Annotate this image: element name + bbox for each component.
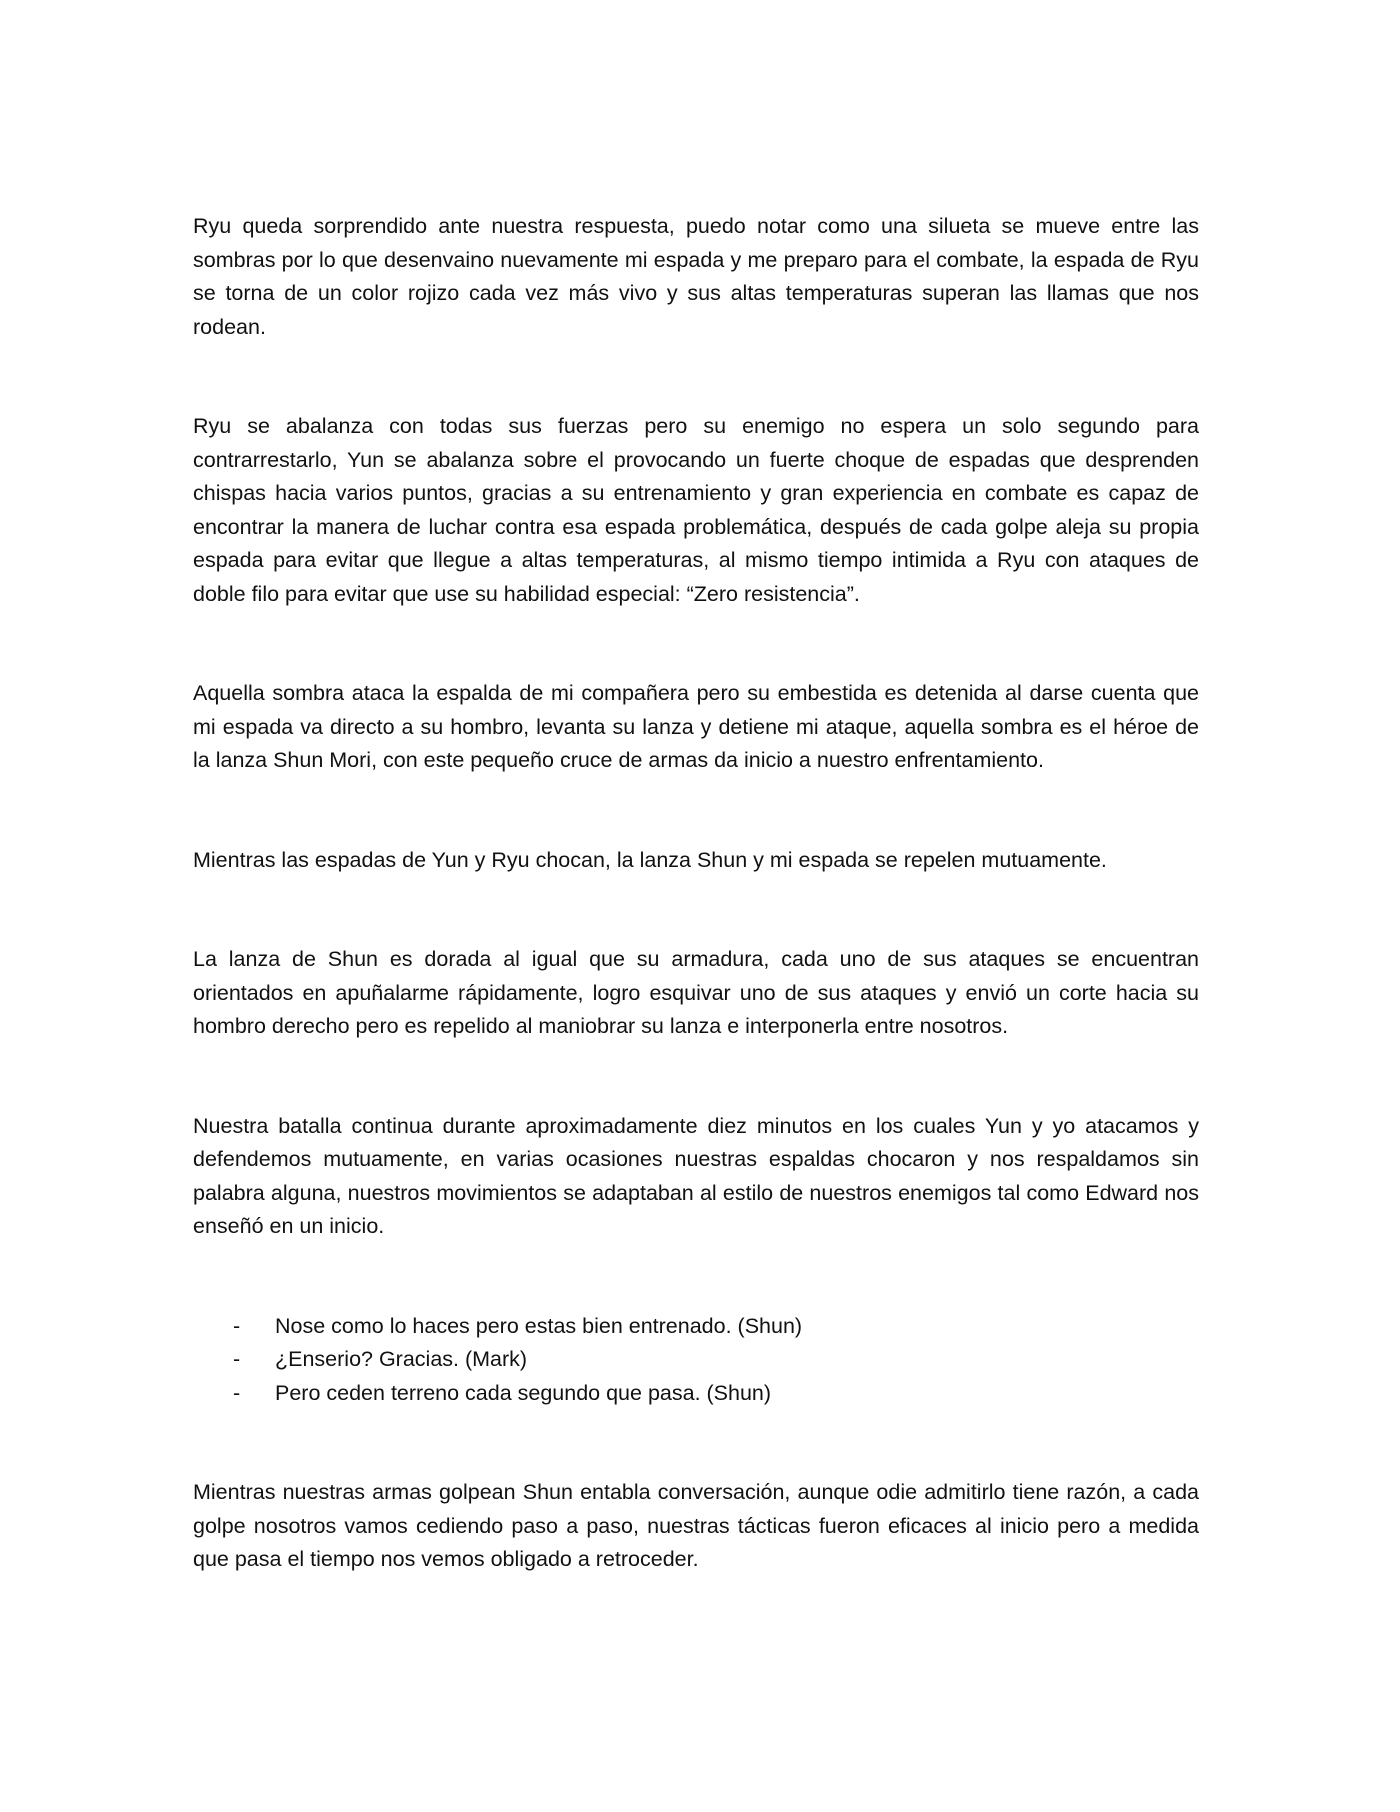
dialogue-dash: -: [233, 1313, 241, 1338]
paragraph-5: La lanza de Shun es dorada al igual que su armadura, cada uno de sus ataques se encuentran orientados en apuñalarme rápidamente, logro esquivar uno de sus ataques y envió un corte hacia su hombro derecho pero es repelido al maniobrar su lanza e interponerla entre nosotros.: [193, 947, 1199, 1038]
paragraph-4: Mientras las espadas de Yun y Ryu chocan, la lanza Shun y mi espada se repelen mutuamente.: [193, 847, 1107, 872]
dialogue-line: [193, 1310, 1199, 1344]
paragraph-7: Mientras nuestras armas golpean Shun entabla conversación, aunque odie admitirlo tiene razón, a cada golpe nosotros vamos cediendo paso a paso, nuestras tácticas fueron eficaces al inicio pero a medida que pasa el tiempo nos vemos obligado a retroceder.: [193, 1480, 1199, 1571]
dialogue-text: Nose como lo haces pero estas bien entrenado. (Shun): [275, 1313, 803, 1338]
paragraph-6: Nuestra batalla continua durante aproximadamente diez minutos en los cuales Yun y yo atacamos y defendemos mutuamente, en varias ocasiones nuestras espaldas chocaron y nos respaldamos sin palabra alguna, nuestros movimientos se adaptaban al estilo de nuestros enemigos tal como Edward nos enseñó en un inicio.: [193, 1113, 1199, 1238]
dialogue-dash: -: [233, 1380, 241, 1405]
document-page: [193, 210, 1199, 1577]
dialogue-line: [193, 1343, 1199, 1377]
dialogue-text: ¿Enserio? Gracias. (Mark): [275, 1347, 528, 1371]
dialogue-dash: -: [233, 1347, 241, 1371]
dialogue-list: [193, 1310, 1199, 1411]
paragraph-3: Aquella sombra ataca la espalda de mi compañera pero su embestida es detenida al darse cuenta que mi espada va directo a su hombro, levanta su lanza y detiene mi ataque, aquella sombra es el héroe de la lanza Shun Mori, con este pequeño cruce de armas da inicio a nuestro enfrentamiento.: [193, 681, 1199, 772]
paragraph-2: Ryu se abalanza con todas sus fuerzas pero su enemigo no espera un solo segundo para contrarrestarlo, Yun se abalanza sobre el provocando un fuerte choque de espadas que desprenden chispas hacia varios puntos, gracias a su entrenamiento y gran experiencia en combate es capaz de encontrar la manera de luchar contra esa espada problemática, después de cada golpe aleja su propia espada para evitar que llegue a altas temperaturas, al mismo tiempo intimida a Ryu con ataques de doble filo para evitar que use su habilidad especial: “Zero resistencia”.: [193, 414, 1199, 606]
paragraph-1: Ryu queda sorprendido ante nuestra respuesta, puedo notar como una silueta se mueve entre las sombras por lo que desenvaino nuevamente mi espada y me preparo para el combate, la espada de Ryu se torna de un color rojizo cada vez más vivo y sus altas temperaturas superan las llamas que nos rodean.: [193, 214, 1199, 339]
dialogue-text: Pero ceden terreno cada segundo que pasa. (Shun): [275, 1380, 772, 1405]
dialogue-line: [193, 1377, 1199, 1411]
